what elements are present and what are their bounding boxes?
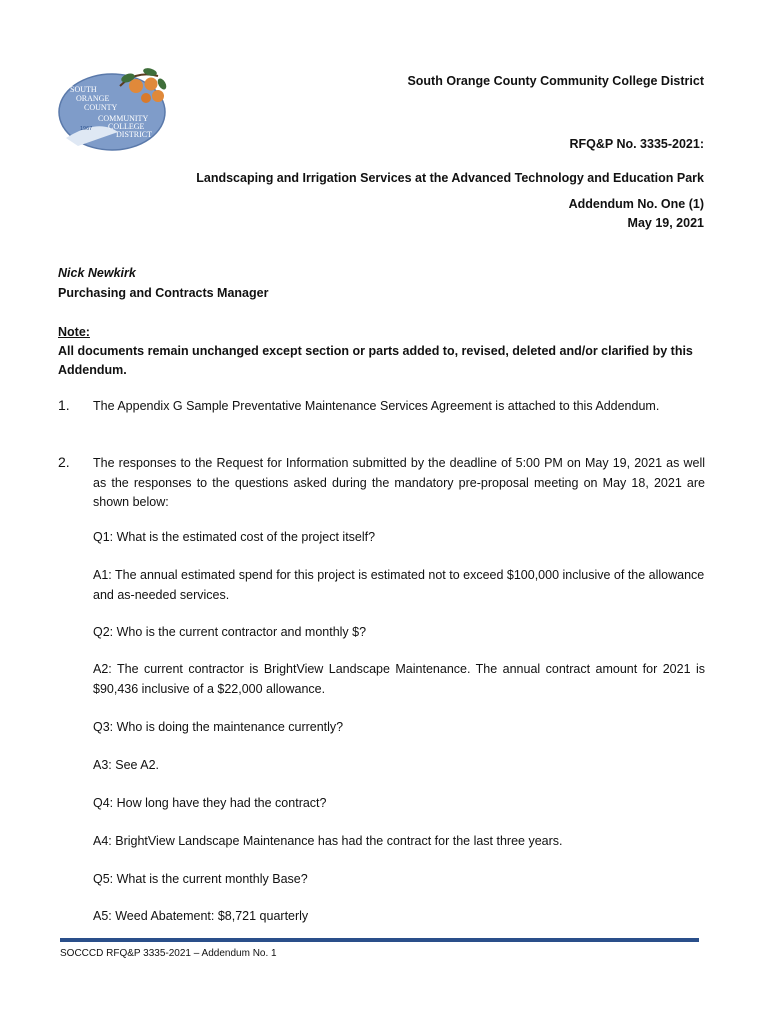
answer-4: A4: BrightView Landscape Maintenance has had the contract for the last three years.: [93, 834, 563, 848]
logo-line-2: ORANGE: [76, 94, 110, 103]
question-3: Q3: Who is doing the maintenance currently?: [93, 720, 344, 734]
question-5: Q5: What is the current monthly Base?: [93, 872, 308, 886]
item-number-1: 1.: [58, 397, 70, 413]
logo-line-3: COUNTY: [84, 103, 118, 112]
district-name: South Orange County Community College District: [407, 74, 704, 88]
item-text-1: The Appendix G Sample Preventative Maintenance Services Agreement is attached to this Addendum.: [93, 399, 660, 413]
district-logo: [58, 66, 170, 152]
footer-rule: [60, 938, 699, 942]
answer-3: A3: See A2.: [93, 758, 160, 772]
question-2: Q2: Who is the current contractor and monthly $?: [93, 625, 367, 639]
author-name: Nick Newkirk: [58, 266, 136, 280]
footer-text: SOCCCD RFQ&P 3335-2021 – Addendum No. 1: [60, 948, 277, 959]
project-title: Landscaping and Irrigation Services at the Advanced Technology and Education Park: [196, 171, 704, 185]
logo-line-6: DISTRICT: [116, 130, 152, 139]
addendum-number: Addendum No. One (1): [568, 197, 704, 211]
note-text: All documents remain unchanged except section or parts added to, revised, deleted and/or clarified by this Addendum.: [58, 344, 693, 377]
logo-line-4: COMMUNITY: [98, 114, 149, 123]
author-title: Purchasing and Contracts Manager: [58, 286, 269, 300]
question-4: Q4: How long have they had the contract?: [93, 796, 327, 810]
addendum-date: May 19, 2021: [627, 216, 704, 230]
rfq-number: RFQ&P No. 3335-2021:: [569, 137, 704, 151]
logo-year: 1967: [80, 126, 93, 132]
item-number-2: 2.: [58, 454, 70, 470]
logo-line-5: COLLEGE: [108, 122, 145, 131]
logo-line-1: SOUTH: [70, 85, 97, 94]
item-text-2: The responses to the Request for Information submitted by the deadline of 5:00 PM on May 19, 2021 as well as the responses to the questions asked during the mandatory pre-proposal meeting on May 18, 2021 are shown below:: [93, 456, 705, 509]
answer-5: A5: Weed Abatement: $8,721 quarterly: [93, 909, 309, 923]
answer-2: A2: The current contractor is BrightView Landscape Maintenance. The annual contract amount for 2021 is $90,436 inclusive of a $22,000 allowance.: [93, 662, 705, 696]
note-label: Note:: [58, 325, 90, 339]
question-1: Q1: What is the estimated cost of the project itself?: [93, 530, 376, 544]
answer-1: A1: The annual estimated spend for this project is estimated not to exceed $100,000 inclusive of the allowance and as-needed services.: [93, 568, 705, 602]
